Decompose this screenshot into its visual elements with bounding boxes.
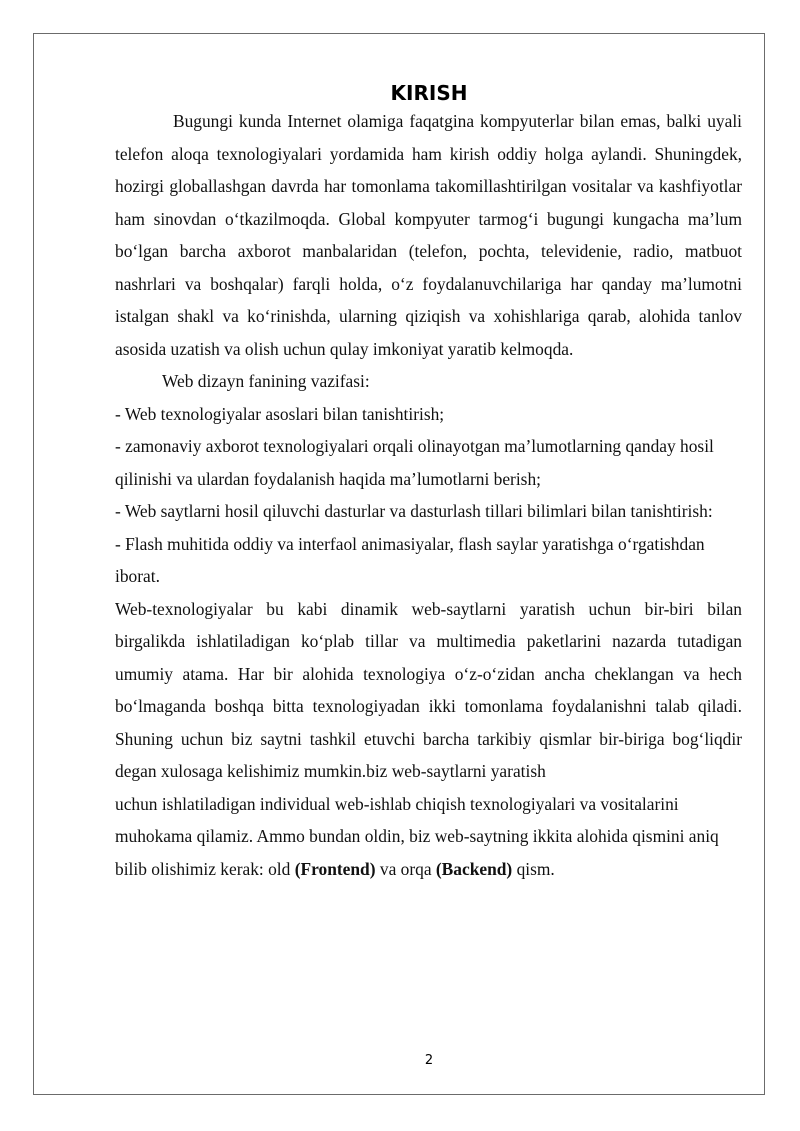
backend-term: (Backend) [435, 858, 513, 879]
closing-end: qism. [512, 858, 555, 879]
web-tech-paragraph: Web-texnologiyalar bu kabi dinamik web-saytlarni yaratish uchun bir-biri bilan birgalikda ishlatiladigan ko‘plab tillar va multimedia paketlarini nazarda tutadigan umumiy atama. Har bir alohida texnologiya o‘z-o‘zidan ancha cheklangan va hech bo‘lmaganda boshqa bitta texnologiyadan ikki tomonlama foydalanishni talab qiladi. Shuning uchun biz saytni tashkil etuvchi barcha tarkibiy qismlar bir-biriga bog‘liqdir degan xulosaga kelishimiz mumkin.biz web-saytlarni yaratish [115, 598, 742, 781]
closing-connector: va orqa [375, 858, 436, 879]
page-title: KIRISH [390, 81, 468, 105]
page-number: 2 [424, 1053, 434, 1068]
tasks-heading: Web dizayn fanining vazifasi: [162, 371, 370, 391]
document-body [115, 105, 742, 885]
closing-text: uchun ishlatiladigan individual web-ishlab chiqish texnologiyalari va vositalarini muhokama qilamiz. Ammo bundan oldin, biz web-saytning ikkita alohida qismini aniq bilib olishimiz kerak: old [115, 793, 719, 879]
task-item: - Flash muhitida oddiy va interfaol animasiyalar, flash saylar yaratishga o‘rgatishdan iborat. [115, 533, 705, 586]
frontend-term: (Frontend) [294, 858, 376, 879]
closing-paragraph [115, 788, 742, 886]
task-item: - Web saytlarni hosil qiluvchi dasturlar va dasturlash tillari bilimlari bilan tanishtirish: [115, 501, 713, 521]
task-item: - Web texnologiyalar asoslari bilan tanishtirish; [115, 403, 445, 424]
intro-paragraph: Bugungi kunda Internet olamiga faqatgina kompyuterlar bilan emas, balki uyali telefon aloqa texnologiyalari yordamida ham kirish oddiy holga aylandi. Shuningdek, hozirgi globallashgan davrda har tomonlama takomillashtirilgan vositalar va kashfiyotlar ham sinovdan o‘tkazilmoqda. Global kompyuter tarmog‘i bugungi kungacha ma’lum bo‘lgan barcha axborot manbalaridan (telefon, pochta, televidenie, radio, matbuot nashrlari va boshqalar) farqli holda, o‘z foydalanuvchilariga har qanday ma’lumotni istalgan shakl va ko‘rinishda, ularning qiziqish va xohishlariga qarab, alohida tanlov asosida uzatish va olish uchun qulay imkoniyat yaratib kelmoqda. [115, 111, 742, 359]
task-item: - zamonaviy axborot texnologiyalari orqali olinayotgan ma’lumotlarning qanday hosil qilinishi va ulardan foydalanish haqida ma’lumotlarni berish; [115, 436, 714, 489]
